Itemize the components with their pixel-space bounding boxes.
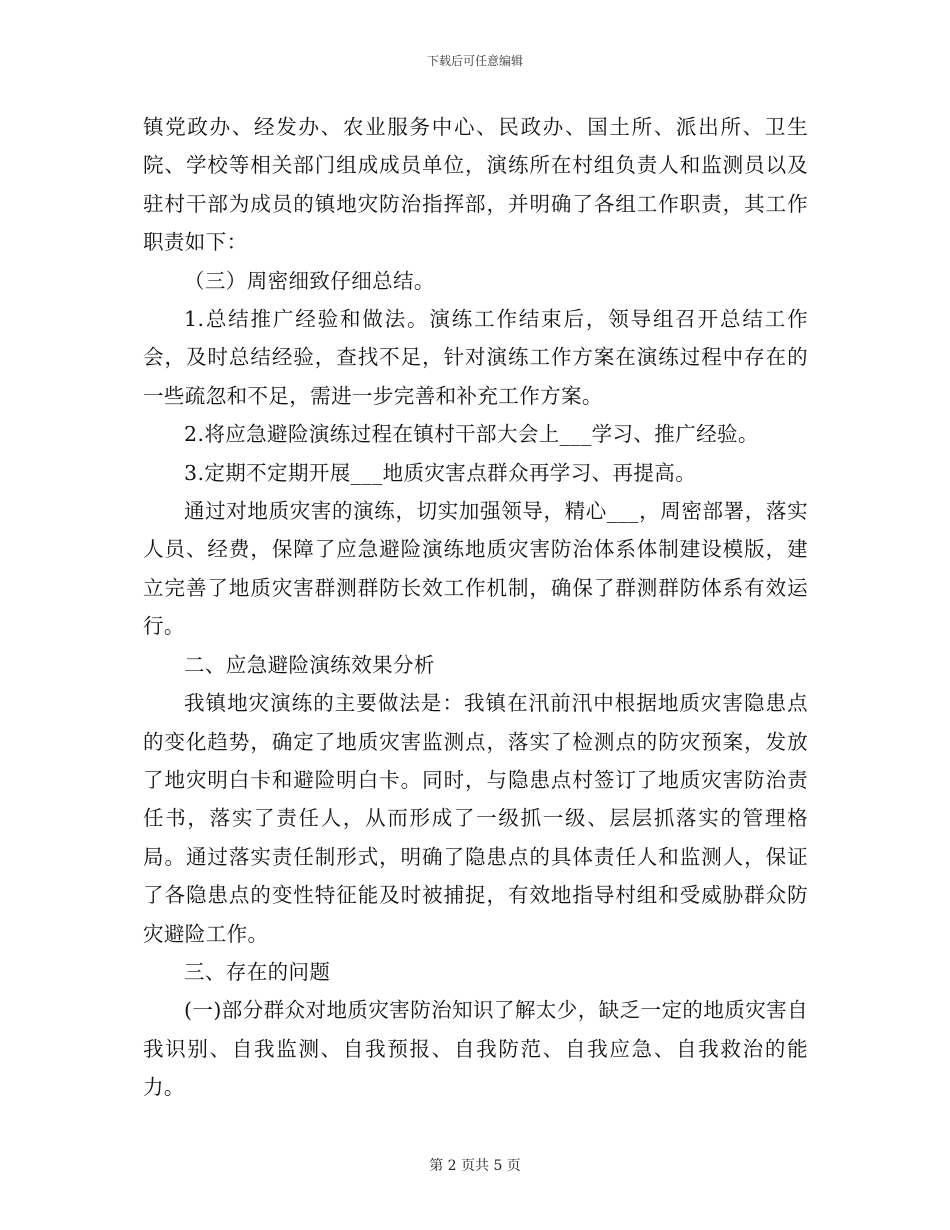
paragraph-5: 3.定期不定期开展___地质灾害点群众再学习、再提高。 bbox=[184, 460, 697, 485]
paragraph-10: (一)部分群众对地质灾害防治知识了解太少，缺乏一定的地质灾害自我识别、自我监测、自我预报、自我防范、自我应急、自我救治的能力。 bbox=[143, 998, 808, 1100]
paragraph-8: 我镇地灾演练的主要做法是：我镇在汛前汛中根据地质灾害隐患点的变化趋势，确定了地质灾害监测点，落实了检测点的防灾预案，发放了地灾明白卡和避险明白卡。同时，与隐患点村签订了地质灾害防治责任书，落实了责任人，从而形成了一级抓一级、层层抓落实的管理格局。通过落实责任制形式，明确了隐患点的具体责任人和监测人，保证了各隐患点的变性特征能及时被捕捉，有效地指导村组和受威胁群众防灾避险工作。 bbox=[143, 691, 808, 946]
document-body bbox=[143, 108, 808, 1107]
page-number: 第 2 页共 5 页 bbox=[429, 1158, 521, 1174]
paragraph-3: 1.总结推广经验和做法。演练工作结束后，领导组召开总结工作会，及时总结经验，查找不足，针对演练工作方案在演练过程中存在的一些疏忽和不足，需进一步完善和补充工作方案。 bbox=[143, 307, 808, 408]
section-heading-3: 三、存在的问题 bbox=[184, 959, 331, 984]
paragraph-6: 通过对地质灾害的演练，切实加强领导，精心___，周密部署，落实人员、经费，保障了应急避险演练地质灾害防治体系体制建设模版，建立完善了地质灾害群测群防长效工作机制，确保了群测群防体系有效运行。 bbox=[143, 499, 808, 639]
section-heading-2: 二、应急避险演练效果分析 bbox=[184, 652, 435, 677]
page-header: 下载后可任意编辑 bbox=[426, 54, 523, 68]
paragraph-2-heading: （三）周密细致仔细总结。 bbox=[184, 268, 435, 293]
paragraph-1: 镇党政办、经发办、农业服务中心、民政办、国土所、派出所、卫生院、学校等相关部门组成成员单位，演练所在村组负责人和监测员以及驻村干部为成员的镇地灾防治指挥部，并明确了各组工作职责，其工作职责如下： bbox=[143, 115, 808, 255]
paragraph-4: 2.将应急避险演练过程在镇村干部大会上___学习、推广经验。 bbox=[184, 422, 759, 447]
